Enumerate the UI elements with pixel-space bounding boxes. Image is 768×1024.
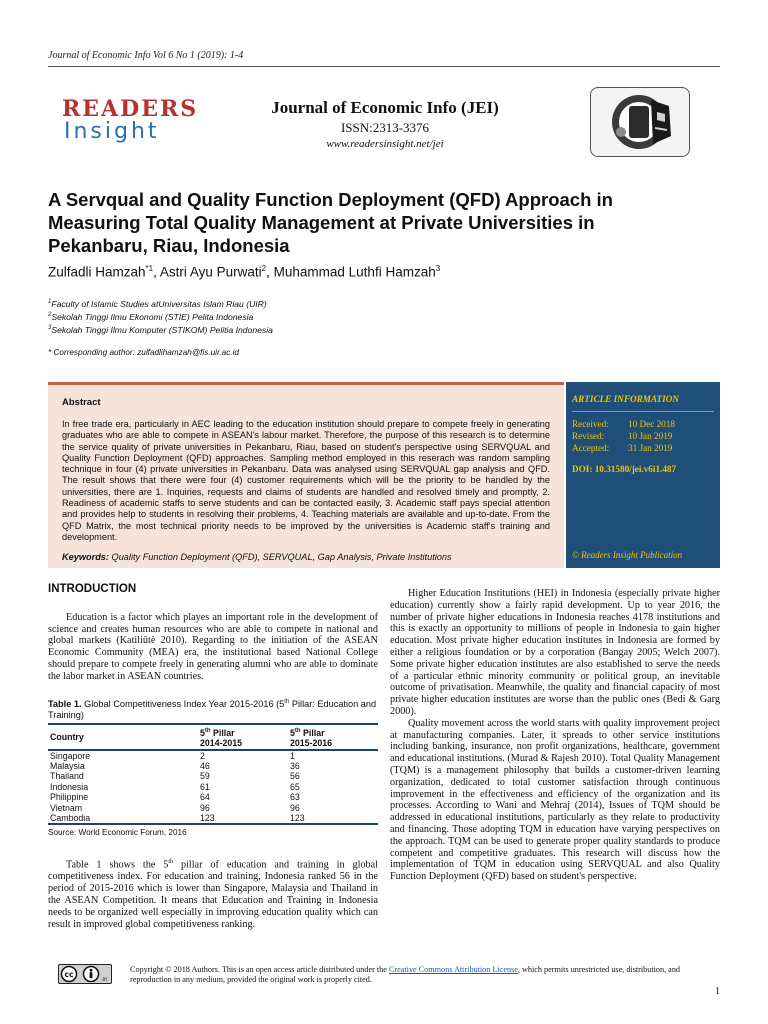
- table-row: [48, 761, 378, 771]
- table-row: [48, 813, 378, 824]
- section-heading-introduction: INTRODUCTION: [48, 583, 137, 595]
- affiliation-text: Faculty of Islamic Studies atUniversitas Islam Riau (UIR): [51, 298, 267, 309]
- paragraph: Education is a factor which playes an important role in the development of science and creates human resources who are able to compete in national and global markets (Katiliūtė 2010). Regarding to the initiation of the ASEAN Economic Community (MEA) era, the institutional based National College should prepare to compete freely in generating alumni who are able to dominate the labor market in ASEAN countries.: [48, 611, 378, 682]
- svg-text:cc: cc: [64, 970, 74, 979]
- affiliation-mark: 2: [48, 311, 52, 318]
- competitiveness-table: [48, 723, 378, 826]
- cell-2014-2015: 64: [200, 792, 210, 803]
- received-row: [572, 418, 714, 430]
- table-row: [48, 782, 378, 792]
- readers-insight-logo: [62, 98, 202, 144]
- table-caption-label: Table 1.: [48, 698, 82, 709]
- right-column: [390, 588, 720, 883]
- paragraph: Table 1 shows the 5th pillar of education and training in global competitiveness index. For education and training, Indonesia ranked 56 in the period of 2015-2016 which is lower than Singapore, Malaysia and Thailand in the ASEAN Competition. It means that Education and Training in Indonesia needs to be organized well especially in improving education quality which can result in improved global competitiveness ranking.: [48, 859, 378, 930]
- logo-line-insight: Insight: [64, 119, 160, 144]
- cell-country: Cambodia: [50, 813, 91, 823]
- cell-country: Vietnam: [50, 802, 83, 813]
- table-caption-text: Global Competitiveness Index Year 2015-2016 (5: [81, 698, 285, 709]
- corresponding-author: * Corresponding author: zulfadlihamzah@fis.uir.ac.id: [48, 348, 239, 357]
- logo-line-readers: READERS: [62, 96, 199, 122]
- column-header-2015-2016: 5th Pillar 2015-2016: [290, 727, 333, 748]
- author-mark: 3: [435, 264, 441, 273]
- keywords-label: Keywords:: [62, 552, 109, 563]
- paragraph: Higher Education Institutions (HEI) in Indonesia (especially private higher education) currently show a fairly rapid development. Up to year 2016, the number of private higher educations in Indonesia reaches 4178 institutions and this is exactly an opportunity to millions of people in Indonesia to gain higher education. Most private higher education institutes in Indonesia are formed by either a religious foundation or by a corporation (Bangay 2005; Welch 2007). Some private higher education institutes are also established to serve the needs of a particular ethnic minority community or political group, an inevitable outcome of privatisation. Meanwhile, the quality and financial capacity of most private higher education institutes are worse than the public ones (Bedi & Garg 2000).: [390, 588, 720, 717]
- table-row: [48, 803, 378, 813]
- table-row: [48, 750, 378, 761]
- affiliation: [48, 297, 708, 310]
- revised-date: 10 Jan 2019: [628, 431, 673, 441]
- journal-info: [250, 98, 520, 150]
- cell-2015-2016: 63: [290, 792, 300, 803]
- svg-text:BY: BY: [102, 977, 108, 982]
- column-header-country: Country: [50, 731, 84, 742]
- affiliation-list: [48, 297, 708, 336]
- affiliation: [48, 310, 708, 323]
- cell-2014-2015: 96: [200, 802, 210, 813]
- cell-country: Singapore: [50, 750, 91, 761]
- cell-2015-2016: 65: [290, 781, 300, 792]
- article-info-divider: [572, 411, 714, 412]
- table-source: Source: World Economic Forum, 2016: [48, 828, 187, 838]
- author-name: Zulfadli Hamzah: [48, 264, 146, 280]
- keywords: [62, 552, 550, 562]
- article-info-title: ARTICLE INFORMATION: [572, 394, 679, 404]
- journal-issn: ISSN:2313-3376: [340, 120, 430, 135]
- affiliation-mark: 1: [48, 299, 52, 305]
- revised-label: Revised:: [572, 431, 605, 441]
- affiliation-text: Sekolah Tinggi Ilmu Komputer (STIKOM) Pelitia Indonesia: [51, 324, 273, 335]
- table-header-row: [48, 724, 378, 750]
- accepted-date: 31 Jan 2019: [628, 443, 673, 453]
- cell-2014-2015: 61: [200, 781, 210, 792]
- left-column: [48, 584, 378, 930]
- cell-country: Indonesia: [50, 781, 89, 792]
- column-header-2014-2015: 5th Pillar 2014-2015: [200, 727, 243, 748]
- accepted-row: [572, 442, 714, 454]
- received-date: 10 Dec 2018: [628, 419, 675, 429]
- affiliation-text: Sekolah Tinggi Ilmu Ekonomi (STIE) Pelita Indonesia: [51, 311, 254, 322]
- header-rule: [48, 66, 720, 67]
- author-name: Astri Ayu Purwati: [159, 264, 262, 280]
- table-caption-text-end: Pillar: Education and Training): [48, 698, 377, 720]
- article-information-panel: [566, 382, 720, 568]
- journal-title: Journal of Economic Info (JEI): [271, 98, 499, 117]
- author-separator: ,: [266, 264, 274, 280]
- license-link[interactable]: Creative Commons Attribution License: [388, 965, 518, 974]
- cell-2014-2015: 46: [200, 760, 210, 771]
- copyright-notice: Copyright © 2018 Authors. This is an open access article distributed under the Creative Commons Attribution License, which permits unrestricted use, distribution, and reproduction in any medium, provided the original work is properly cited.: [130, 965, 681, 984]
- cell-country: Philippine: [50, 792, 89, 803]
- author-mark: *1: [145, 264, 154, 273]
- cell-2015-2016: 1: [290, 750, 295, 761]
- cell-country: Malaysia: [50, 760, 85, 771]
- abstract-text: In free trade era, particularly in AEC leading to the education institution should prepare to compete freely in generating graduates who are able to compete in ASEAN's labour market. Therefore, the purpose of this research is to determine the service quality of private universities in Pekanbaru, Riau, based on student's perspective using SERVQUAL and Quality Function Deployment (QFD) approaches. Sampling method employed in this reserach was random sampling technique in four (4) private universities in Pekanbaru. Data was analysed using SERVQUAL gap analysis and QFD. The result shows that there were four (4) customer requirements which will be the priority to be handled by the universities, there are 1. Inquiries, requests and claims of students are handled and resolved timely and promptly, 2. Readiness of academic staffs to serve students and can be contacted easily, 3. Academic staff pays special attention and provides help to students in resolving their problems, 4. Teaching materials are available and up-to-date. From the QFD Matrix, the most technical priority needs to be improved by the universities is Academic staff's training and development.: [62, 419, 550, 542]
- paragraph: Quality movement across the world starts with quality improvement project at manufacturing companies. Later, it spreads to other service institutions including banking, insurance, non profit organizations, healthcare, government and educational institutions. (Murad & Rajesh 2010). Total Quality Management (TQM) is a management philosophy that builds a customer-driven learning organization, dedicated to total customer satisfaction through continuous improvement in the effectiveness and efficiency of the organization and its processes. According to Wani and Mehraj (2014), Issues of TQM should be addressed in educational institutions, particularly as they relate to productivity and financing. Those adopting TQM in education have varying perspectives on the approach. TQM can be used to generate proper quality standards to produce competent and competitive graduates. This research will discuss how the implementation of TQM in education using SERVQUAL and also Quality Function Deployment (QFD) based on student's perspective.: [390, 717, 720, 883]
- cell-country: Thailand: [50, 771, 84, 782]
- cell-2014-2015: 2: [200, 750, 205, 761]
- cell-2015-2016: 36: [290, 760, 300, 771]
- running-head: Journal of Economic Info Vol 6 No 1 (2019): 1-4: [48, 50, 244, 61]
- cell-2014-2015: 59: [200, 771, 210, 782]
- journal-emblem-icon: [590, 87, 690, 157]
- table-row: [48, 792, 378, 802]
- paper-title: A Servqual and Quality Function Deployment (QFD) Approach in Measuring Total Quality Management at Private Universities in Pekanbaru, Riau, Indonesia: [48, 189, 613, 256]
- author-separator: ,: [153, 264, 160, 280]
- abstract-box: [48, 382, 564, 568]
- author-mark: 2: [261, 264, 267, 273]
- revised-row: [572, 430, 714, 442]
- cell-2015-2016: 96: [290, 802, 300, 813]
- journal-url[interactable]: www.readersinsight.net/jei: [326, 138, 444, 150]
- cell-2014-2015: 123: [200, 813, 215, 823]
- affiliation: [48, 323, 708, 336]
- table-caption: [48, 697, 378, 721]
- author-list: [48, 264, 708, 280]
- cell-2015-2016: 123: [290, 813, 305, 823]
- page-number: 1: [715, 986, 720, 997]
- received-label: Received:: [572, 419, 609, 429]
- cell-2015-2016: 56: [290, 771, 300, 782]
- doi-link[interactable]: DOI: 10.31580/jei.v6i1.487: [572, 464, 677, 474]
- cc-by-icon[interactable]: [58, 964, 112, 984]
- author-name: Muhammad Luthfi Hamzah: [273, 264, 436, 280]
- keywords-text: Quality Function Deployment (QFD), SERVQUAL, Gap Analysis, Private Institutions: [111, 552, 452, 563]
- publisher-credit: © Readers Insight Publication: [572, 550, 683, 560]
- affiliation-mark: 3: [48, 324, 52, 331]
- abstract-heading: Abstract: [62, 397, 101, 408]
- table-caption-sup: th: [284, 698, 290, 705]
- table-row: [48, 771, 378, 781]
- accepted-label: Accepted:: [572, 443, 610, 453]
